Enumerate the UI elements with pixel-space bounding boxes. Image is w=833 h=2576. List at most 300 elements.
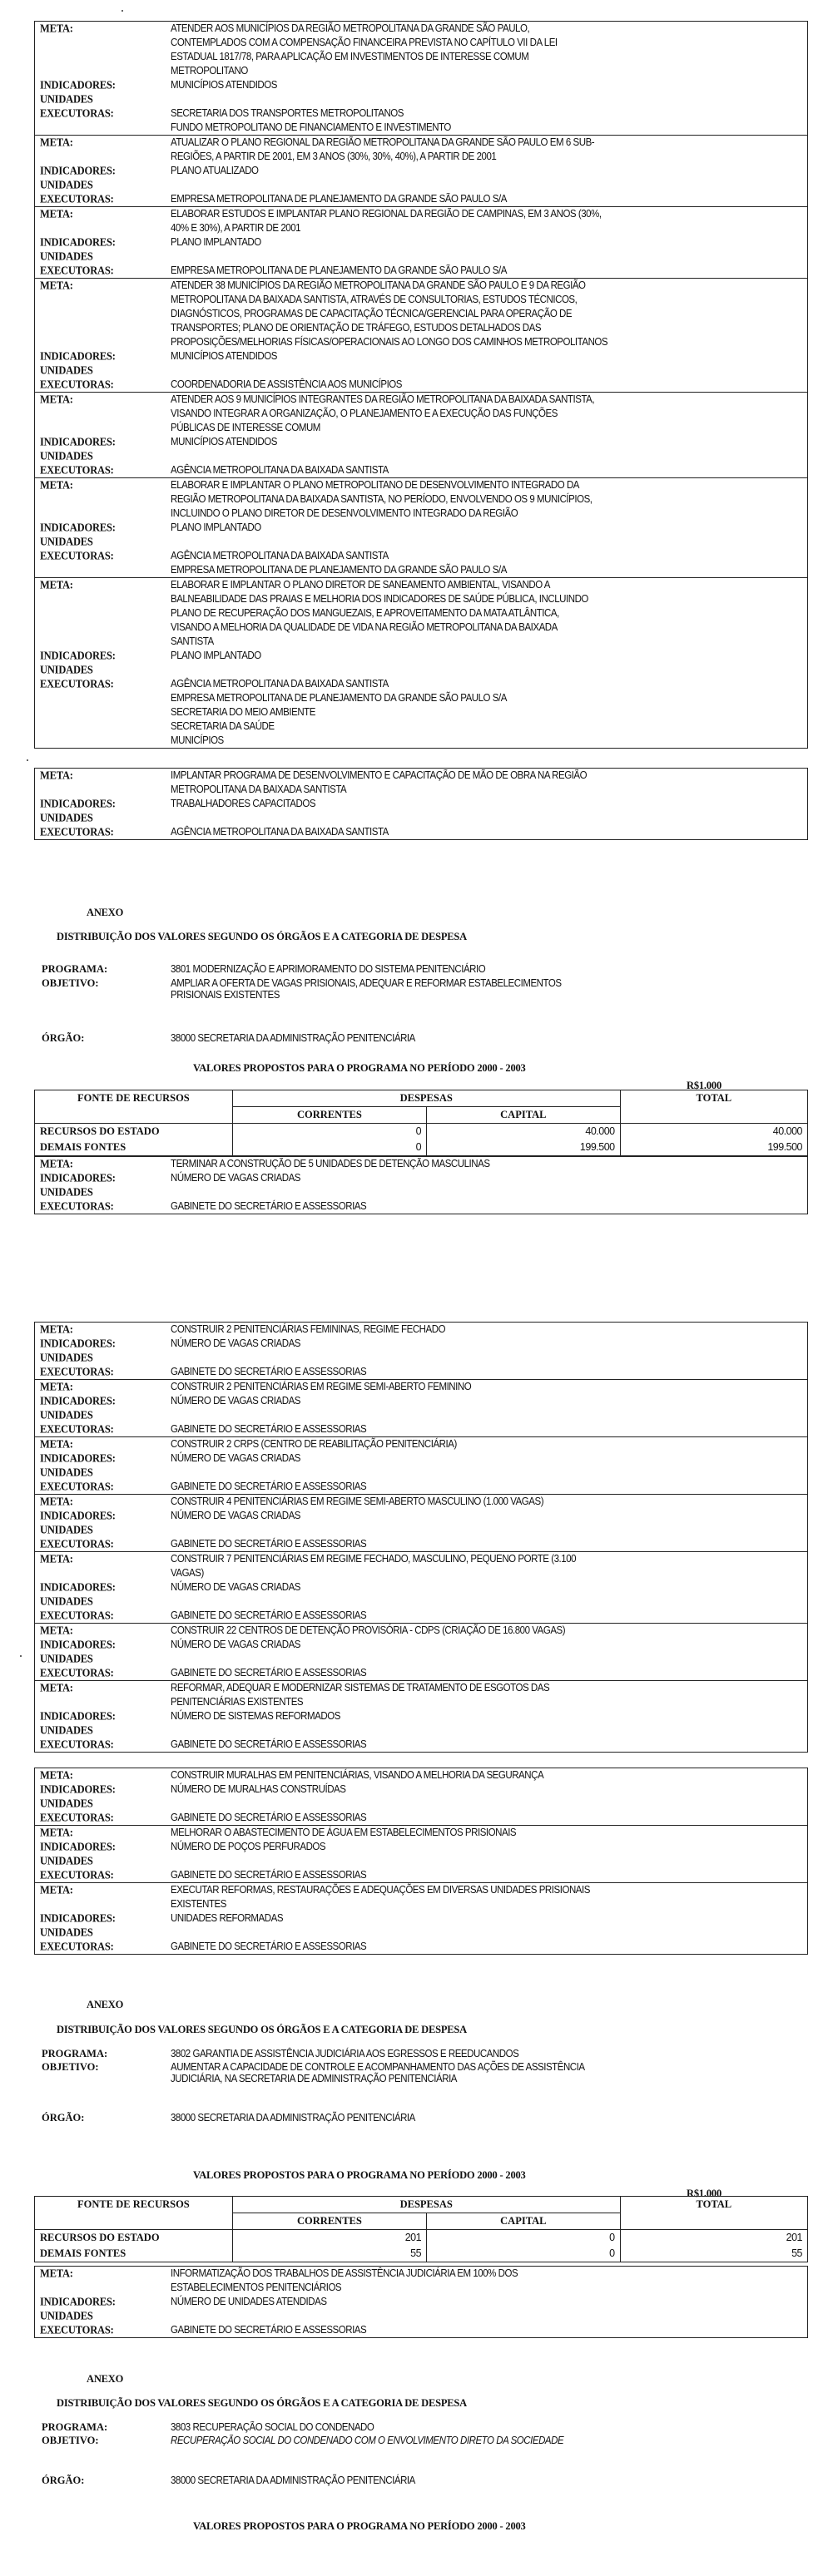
executoras-line: GABINETE DO SECRETÁRIO E ASSESSORIAS: [171, 1200, 367, 1212]
indicador-value: [171, 2295, 756, 2309]
capital-cell: 199.500: [427, 1140, 621, 1156]
programa-label: PROGRAMA:: [42, 963, 108, 975]
correntes-header: CORRENTES: [232, 1107, 426, 1124]
executoras-line: GABINETE DO SECRETÁRIO E ASSESSORIAS: [171, 1812, 367, 1823]
unidades-line: [171, 1926, 750, 1940]
executoras-value: [171, 1666, 756, 1680]
executoras-line: EMPRESA METROPOLITANA DE PLANEJAMENTO DA GRANDE SÃO PAULO S/A: [171, 193, 507, 205]
meta-label: META:: [40, 1380, 73, 1393]
executoras-value: [171, 1480, 756, 1494]
meta-block: [35, 206, 807, 278]
unidades-row: [35, 1351, 807, 1365]
unidades-label: UNIDADES: [40, 1797, 93, 1810]
meta-row: [35, 1495, 807, 1509]
indicador-row: [35, 78, 807, 92]
unidades-row: [35, 663, 807, 677]
meta-label: META:: [40, 578, 73, 591]
indicador-row: [35, 1509, 807, 1523]
unidades-row: [35, 1408, 807, 1422]
indicador-row: [35, 1394, 807, 1408]
meta-row: [35, 1380, 807, 1394]
meta-line: MELHORAR O ABASTECIMENTO DE ÁGUA EM ESTABELECIMENTOS PRISIONAIS: [171, 1827, 517, 1838]
indicador-line: TRABALHADORES CAPACITADOS: [171, 798, 316, 809]
unidades-row: [35, 2309, 807, 2323]
unidades-line: [171, 811, 750, 825]
indicador-label: INDICADORES:: [40, 1337, 116, 1350]
executoras-label: EXECUTORAS:: [40, 264, 114, 277]
meta-value: [171, 393, 756, 435]
indicador-line: NÚMERO DE VAGAS CRIADAS: [171, 1581, 300, 1593]
meta-box-2: [34, 768, 808, 840]
executoras-value: [171, 1940, 756, 1954]
indicador-row: [35, 1171, 807, 1185]
capital-header: CAPITAL: [427, 2213, 621, 2230]
indicador-row: [35, 521, 807, 535]
executoras-row: [35, 825, 807, 839]
indicador-line: NÚMERO DE VAGAS CRIADAS: [171, 1639, 300, 1650]
meta-value: [171, 1768, 756, 1782]
meta-box-3801-b: [34, 1322, 808, 1753]
unidades-line: [171, 1797, 750, 1811]
executoras-row: [35, 2323, 807, 2337]
meta-value: [171, 1681, 756, 1709]
programa-value: 3802 GARANTIA DE ASSISTÊNCIA JUDICIÁRIA AOS EGRESSOS E REEDUCANDOS: [171, 2048, 519, 2059]
meta-row: [35, 1552, 807, 1580]
indicador-label: INDICADORES:: [40, 1911, 116, 1925]
unidades-line: [171, 250, 750, 264]
meta-line: CONSTRUIR 22 CENTROS DE DETENÇÃO PROVISÓRIA - CDPS (CRIAÇÃO DE 16.800 VAGAS): [171, 1624, 566, 1636]
indicador-value: [171, 797, 756, 811]
executoras-label: EXECUTORAS:: [40, 192, 114, 205]
executoras-line: MUNICÍPIOS: [171, 734, 224, 746]
despesas-header: DESPESAS: [232, 2197, 620, 2213]
meta-row: [35, 1323, 807, 1337]
meta-line: ELABORAR ESTUDOS E IMPLANTAR PLANO REGIONAL DA REGIÃO DE CAMPINAS, EM 3 ANOS (30%,: [171, 208, 602, 220]
meta-block: [35, 1623, 807, 1680]
unidades-label: UNIDADES: [40, 1523, 93, 1536]
meta-line: SANTISTA: [171, 635, 214, 647]
executoras-line: FUNDO METROPOLITANO DE FINANCIAMENTO E INVESTIMENTO: [171, 121, 451, 133]
meta-line: ELABORAR E IMPLANTAR O PLANO METROPOLITANO DE DESENVOLVIMENTO INTEGRADO DA: [171, 479, 580, 491]
indicador-line: NÚMERO DE SISTEMAS REFORMADOS: [171, 1710, 340, 1722]
objetivo-line: AMPLIAR A OFERTA DE VAGAS PRISIONAIS, ADEQUAR E REFORMAR ESTABELECIMENTOS: [171, 977, 562, 989]
unidades-value: [171, 1595, 756, 1609]
capital-cell: 0: [427, 2246, 621, 2262]
executoras-line: GABINETE DO SECRETÁRIO E ASSESSORIAS: [171, 1481, 367, 1492]
meta-line: REGIÃO METROPOLITANA DA BAIXADA SANTISTA, NO PERÍODO, ENVOLVENDO OS 9 MUNICÍPIOS,: [171, 493, 593, 505]
executoras-label: EXECUTORAS:: [40, 677, 114, 690]
indicador-line: MUNICÍPIOS ATENDIDOS: [171, 436, 277, 447]
unidades-value: [171, 92, 756, 106]
indicador-label: INDICADORES:: [40, 521, 116, 534]
indicador-line: NÚMERO DE POÇOS PERFURADOS: [171, 1841, 326, 1852]
meta-label: META:: [40, 1826, 73, 1839]
distribuicao-heading: DISTRIBUIÇÃO DOS VALORES SEGUNDO OS ÓRGÃOS E A CATEGORIA DE DESPESA: [57, 2024, 467, 2035]
executoras-row: [35, 1480, 807, 1494]
executoras-line: GABINETE DO SECRETÁRIO E ASSESSORIAS: [171, 1423, 367, 1435]
executoras-value: [171, 378, 756, 392]
indicador-value: [171, 1451, 756, 1466]
executoras-row: [35, 1365, 807, 1379]
indicador-value: [171, 1509, 756, 1523]
executoras-line: AGÊNCIA METROPOLITANA DA BAIXADA SANTISTA: [171, 826, 389, 838]
meta-label: META:: [40, 22, 73, 35]
currency-label: R$1.000: [687, 1080, 722, 1091]
unidades-line: [171, 1652, 750, 1666]
indicador-label: INDICADORES:: [40, 1171, 116, 1184]
unidades-row: [35, 363, 807, 378]
indicador-value: [171, 235, 756, 250]
unidades-row: [35, 92, 807, 106]
meta-value: [171, 769, 756, 797]
meta-block: [35, 2267, 807, 2337]
meta-block: [35, 1882, 807, 1954]
executoras-value: [171, 106, 756, 135]
indicador-row: [35, 164, 807, 178]
meta-line: ELABORAR E IMPLANTAR O PLANO DIRETOR DE SANEAMENTO AMBIENTAL, VISANDO A: [171, 579, 551, 591]
indicador-value: [171, 1171, 756, 1185]
indicador-row: [35, 1638, 807, 1652]
unidades-line: [171, 1854, 750, 1868]
objetivo-value: [171, 977, 760, 1001]
programa-value: 3803 RECUPERAÇÃO SOCIAL DO CONDENADO: [171, 2421, 374, 2433]
unidades-label: UNIDADES: [40, 1854, 93, 1867]
indicador-label: INDICADORES:: [40, 797, 116, 810]
unidades-row: [35, 250, 807, 264]
row-label: DEMAIS FONTES: [35, 1140, 233, 1156]
objetivo-value: [171, 2061, 760, 2084]
indicador-row: [35, 1337, 807, 1351]
meta-label: META:: [40, 1437, 73, 1451]
indicador-line: PLANO ATUALIZADO: [171, 165, 259, 176]
executoras-row: [35, 1537, 807, 1551]
indicador-line: NÚMERO DE UNIDADES ATENDIDAS: [171, 2296, 327, 2307]
indicador-label: INDICADORES:: [40, 1638, 116, 1651]
executoras-value: [171, 1422, 756, 1436]
meta-label: META:: [40, 1552, 73, 1565]
meta-value: [171, 1157, 756, 1171]
unidades-label: UNIDADES: [40, 1466, 93, 1479]
indicador-label: INDICADORES:: [40, 435, 116, 448]
executoras-line: GABINETE DO SECRETÁRIO E ASSESSORIAS: [171, 1941, 367, 1952]
unidades-value: [171, 1797, 756, 1811]
meta-line: ATENDER AOS MUNICÍPIOS DA REGIÃO METROPOLITANA DA GRANDE SÃO PAULO,: [171, 22, 530, 34]
meta-line: ATENDER 38 MUNICÍPIOS DA REGIÃO METROPOLITANA DA GRANDE SÃO PAULO E 9 DA REGIÃO: [171, 279, 586, 291]
executoras-label: EXECUTORAS:: [40, 1738, 114, 1751]
indicador-row: [35, 1709, 807, 1723]
indicador-row: [35, 1782, 807, 1797]
meta-value: [171, 478, 756, 521]
executoras-label: EXECUTORAS:: [40, 1666, 114, 1679]
capital-cell: 0: [427, 2230, 621, 2247]
meta-line: CONSTRUIR 2 PENITENCIÁRIAS EM REGIME SEMI-ABERTO FEMININO: [171, 1381, 472, 1392]
meta-row: [35, 478, 807, 521]
unidades-value: [171, 1408, 756, 1422]
executoras-value: [171, 1868, 756, 1882]
meta-line: ESTADUAL 1817/78, PARA APLICAÇÃO EM INVESTIMENTOS DE INTERESSE COMUM: [171, 51, 529, 62]
meta-block: [35, 577, 807, 748]
executoras-row: [35, 1609, 807, 1623]
correntes-header: CORRENTES: [232, 2213, 426, 2230]
meta-value: [171, 1323, 756, 1337]
unidades-value: [171, 363, 756, 378]
meta-line: REGIÕES, A PARTIR DE 2001, EM 3 ANOS (30%, 30%, 40%), A PARTIR DE 2001: [171, 151, 497, 162]
meta-block: [35, 477, 807, 577]
executoras-value: [171, 1365, 756, 1379]
anexo-heading: ANEXO: [87, 2373, 124, 2385]
meta-block: [35, 1825, 807, 1882]
orgao-value: 38000 SECRETARIA DA ADMINISTRAÇÃO PENITENCIÁRIA: [171, 1032, 415, 1044]
fonte-header: FONTE DE RECURSOS: [35, 1090, 233, 1124]
unidades-line: [171, 1595, 750, 1609]
meta-block: [35, 1157, 807, 1214]
unidades-row: [35, 1854, 807, 1868]
unidades-line: [171, 1185, 750, 1199]
meta-row: [35, 136, 807, 164]
executoras-line: AGÊNCIA METROPOLITANA DA BAIXADA SANTISTA: [171, 464, 389, 476]
unidades-value: [171, 1723, 756, 1738]
unidades-value: [171, 449, 756, 463]
correntes-cell: 0: [232, 1124, 426, 1140]
meta-value: [171, 1826, 756, 1840]
meta-line: 40% E 30%), A PARTIR DE 2001: [171, 222, 301, 234]
correntes-cell: 0: [232, 1140, 426, 1156]
row-label: RECURSOS DO ESTADO: [35, 1124, 233, 1140]
indicador-value: [171, 435, 756, 449]
valores-title: VALORES PROPOSTOS PARA O PROGRAMA NO PERÍODO 2000 - 2003: [193, 1062, 526, 1074]
unidades-line: [171, 363, 750, 378]
meta-label: META:: [40, 769, 73, 782]
unidades-line: [171, 535, 750, 549]
indicador-value: [171, 349, 756, 363]
meta-value: [171, 1883, 756, 1911]
indicador-value: [171, 1782, 756, 1797]
unidades-line: [171, 663, 750, 677]
executoras-line: EMPRESA METROPOLITANA DE PLANEJAMENTO DA GRANDE SÃO PAULO S/A: [171, 692, 507, 704]
indicador-row: [35, 1451, 807, 1466]
total-cell: 55: [620, 2246, 807, 2262]
meta-line: ATENDER AOS 9 MUNICÍPIOS INTEGRANTES DA REGIÃO METROPOLITANA DA BAIXADA SANTISTA,: [171, 393, 595, 405]
meta-value: [171, 136, 756, 164]
meta-line: METROPOLITANO: [171, 65, 248, 77]
meta-row: [35, 393, 807, 435]
orgao-label: ÓRGÃO:: [42, 1032, 85, 1044]
indicador-line: PLANO IMPLANTADO: [171, 522, 261, 533]
executoras-row: [35, 463, 807, 477]
meta-label: META:: [40, 2267, 73, 2280]
indicador-value: [171, 1337, 756, 1351]
row-label: DEMAIS FONTES: [35, 2246, 233, 2262]
indicador-label: INDICADORES:: [40, 1580, 116, 1594]
meta-box-3801-a: [34, 1156, 808, 1214]
indicador-line: NÚMERO DE VAGAS CRIADAS: [171, 1452, 300, 1464]
valores-title: VALORES PROPOSTOS PARA O PROGRAMA NO PERÍODO 2000 - 2003: [193, 2520, 526, 2532]
meta-label: META:: [40, 1157, 73, 1170]
executoras-line: AGÊNCIA METROPOLITANA DA BAIXADA SANTISTA: [171, 678, 389, 690]
unidades-row: [35, 449, 807, 463]
meta-row: [35, 207, 807, 235]
row-label: RECURSOS DO ESTADO: [35, 2230, 233, 2247]
executoras-value: [171, 192, 756, 206]
meta-value: [171, 1552, 756, 1580]
indicador-label: INDICADORES:: [40, 1840, 116, 1853]
objetivo-line: PRISIONAIS EXISTENTES: [171, 989, 280, 1001]
meta-line: INCLUINDO O PLANO DIRETOR DE DESENVOLVIMENTO INTEGRADO DA REGIÃO: [171, 507, 518, 519]
executoras-value: [171, 2323, 756, 2337]
indicador-label: INDICADORES:: [40, 1709, 116, 1723]
executoras-row: [35, 1199, 807, 1214]
unidades-label: UNIDADES: [40, 92, 93, 106]
executoras-line: GABINETE DO SECRETÁRIO E ASSESSORIAS: [171, 1538, 367, 1550]
indicador-line: NÚMERO DE VAGAS CRIADAS: [171, 1172, 300, 1184]
executoras-row: [35, 1811, 807, 1825]
executoras-value: [171, 1199, 756, 1214]
meta-row: [35, 1826, 807, 1840]
meta-value: [171, 1380, 756, 1394]
executoras-row: [35, 264, 807, 278]
unidades-label: UNIDADES: [40, 1595, 93, 1608]
executoras-line: AGÊNCIA METROPOLITANA DA BAIXADA SANTISTA: [171, 550, 389, 561]
indicador-line: UNIDADES REFORMADAS: [171, 1912, 284, 1924]
unidades-value: [171, 1351, 756, 1365]
meta-block: [35, 1680, 807, 1752]
executoras-row: [35, 1868, 807, 1882]
executoras-line: COORDENADORIA DE ASSISTÊNCIA AOS MUNICÍPIOS: [171, 378, 403, 390]
meta-row: [35, 1624, 807, 1638]
unidades-row: [35, 1723, 807, 1738]
indicador-value: [171, 1638, 756, 1652]
total-header: TOTAL: [620, 2197, 807, 2230]
meta-block: [35, 22, 807, 135]
meta-row: [35, 1681, 807, 1709]
indicador-value: [171, 78, 756, 92]
executoras-value: [171, 825, 756, 839]
indicador-row: [35, 349, 807, 363]
unidades-row: [35, 1185, 807, 1199]
unidades-value: [171, 1926, 756, 1940]
correntes-cell: 201: [232, 2230, 426, 2247]
unidades-row: [35, 1595, 807, 1609]
indicador-label: INDICADORES:: [40, 649, 116, 662]
indicador-value: [171, 1580, 756, 1595]
meta-label: META:: [40, 1768, 73, 1782]
meta-label: META:: [40, 1323, 73, 1336]
unidades-value: [171, 2309, 756, 2323]
unidades-label: UNIDADES: [40, 663, 93, 676]
indicador-line: MUNICÍPIOS ATENDIDOS: [171, 79, 277, 91]
unidades-line: [171, 178, 750, 192]
meta-row: [35, 1883, 807, 1911]
anexo-heading: ANEXO: [87, 1999, 124, 2010]
objetivo-label: OBJETIVO:: [42, 2435, 99, 2446]
indicador-row: [35, 435, 807, 449]
currency-label: R$1.000: [687, 2188, 722, 2199]
unidades-value: [171, 1854, 756, 1868]
meta-line: EXECUTAR REFORMAS, RESTAURAÇÕES E ADEQUAÇÕES EM DIVERSAS UNIDADES PRISIONAIS: [171, 1884, 590, 1896]
executoras-row: [35, 1738, 807, 1752]
indicador-line: PLANO IMPLANTADO: [171, 650, 261, 661]
executoras-line: EMPRESA METROPOLITANA DE PLANEJAMENTO DA GRANDE SÃO PAULO S/A: [171, 265, 507, 276]
meta-row: [35, 769, 807, 797]
unidades-label: UNIDADES: [40, 811, 93, 824]
meta-box-3802: [34, 2266, 808, 2338]
capital-cell: 40.000: [427, 1124, 621, 1140]
despesas-header: DESPESAS: [232, 1090, 620, 1107]
unidades-line: [171, 1351, 750, 1365]
programa-label: PROGRAMA:: [42, 2048, 108, 2059]
meta-line: METROPOLITANA DA BAIXADA SANTISTA, ATRAVÉS DE CONSULTORIAS, ESTUDOS TÉCNICOS,: [171, 294, 578, 305]
indicador-line: NÚMERO DE VAGAS CRIADAS: [171, 1395, 300, 1407]
executoras-label: EXECUTORAS:: [40, 1537, 114, 1550]
executoras-row: [35, 378, 807, 392]
executoras-label: EXECUTORAS:: [40, 1609, 114, 1622]
meta-line: METROPOLITANA DA BAIXADA SANTISTA: [171, 784, 347, 795]
executoras-label: EXECUTORAS:: [40, 2323, 114, 2336]
meta-line: PLANO DE RECUPERAÇÃO DOS MANGUEZAIS, E APROVEITAMENTO DA MATA ATLÂNTICA,: [171, 607, 559, 619]
unidades-line: [171, 92, 750, 106]
objetivo-value: [171, 2435, 760, 2446]
financial-table-3802: [34, 2196, 808, 2262]
meta-line: CONTEMPLADOS COM A COMPENSAÇÃO FINANCEIRA PREVISTA NO CAPÍTULO VII DA LEI: [171, 37, 558, 48]
objetivo-line: RECUPERAÇÃO SOCIAL DO CONDENADO COM O ENVOLVIMENTO DIRETO DA SOCIEDADE: [171, 2435, 564, 2446]
unidades-line: [171, 1408, 750, 1422]
total-cell: 40.000: [620, 1124, 807, 1140]
meta-block: [35, 392, 807, 477]
objetivo-label: OBJETIVO:: [42, 977, 99, 989]
indicador-value: [171, 1911, 756, 1926]
indicador-row: [35, 2295, 807, 2309]
indicador-row: [35, 235, 807, 250]
executoras-label: EXECUTORAS:: [40, 1199, 114, 1213]
meta-value: [171, 279, 756, 349]
executoras-row: [35, 1666, 807, 1680]
unidades-line: [171, 1523, 750, 1537]
executoras-label: EXECUTORAS:: [40, 1422, 114, 1436]
meta-block: [35, 1494, 807, 1551]
meta-label: META:: [40, 136, 73, 149]
unidades-label: UNIDADES: [40, 1351, 93, 1364]
meta-row: [35, 578, 807, 649]
meta-block: [35, 1436, 807, 1494]
programa-value: 3801 MODERNIZAÇÃO E APRIMORAMENTO DO SISTEMA PENITENCIÁRIO: [171, 963, 486, 975]
meta-value: [171, 1624, 756, 1638]
meta-line: PENITENCIÁRIAS EXISTENTES: [171, 1696, 304, 1708]
executoras-value: [171, 264, 756, 278]
indicador-value: [171, 164, 756, 178]
meta-line: CONSTRUIR 2 PENITENCIÁRIAS FEMININAS, REGIME FECHADO: [171, 1323, 446, 1335]
indicador-label: INDICADORES:: [40, 164, 116, 177]
indicador-row: [35, 1911, 807, 1926]
scan-speck: [121, 10, 123, 12]
indicador-row: [35, 797, 807, 811]
executoras-line: SECRETARIA DO MEIO AMBIENTE: [171, 706, 315, 718]
indicador-value: [171, 521, 756, 535]
unidades-value: [171, 1523, 756, 1537]
executoras-value: [171, 1537, 756, 1551]
unidades-row: [35, 1466, 807, 1480]
meta-box-3801-c: [34, 1768, 808, 1955]
meta-line: REFORMAR, ADEQUAR E MODERNIZAR SISTEMAS DE TRATAMENTO DE ESGOTOS DAS: [171, 1682, 550, 1693]
unidades-line: [171, 449, 750, 463]
unidades-line: [171, 1466, 750, 1480]
unidades-value: [171, 1185, 756, 1199]
executoras-value: [171, 1811, 756, 1825]
unidades-row: [35, 1652, 807, 1666]
programa-label: PROGRAMA:: [42, 2421, 108, 2433]
fonte-header: FONTE DE RECURSOS: [35, 2197, 233, 2230]
meta-value: [171, 1495, 756, 1509]
indicador-line: NÚMERO DE VAGAS CRIADAS: [171, 1337, 300, 1349]
